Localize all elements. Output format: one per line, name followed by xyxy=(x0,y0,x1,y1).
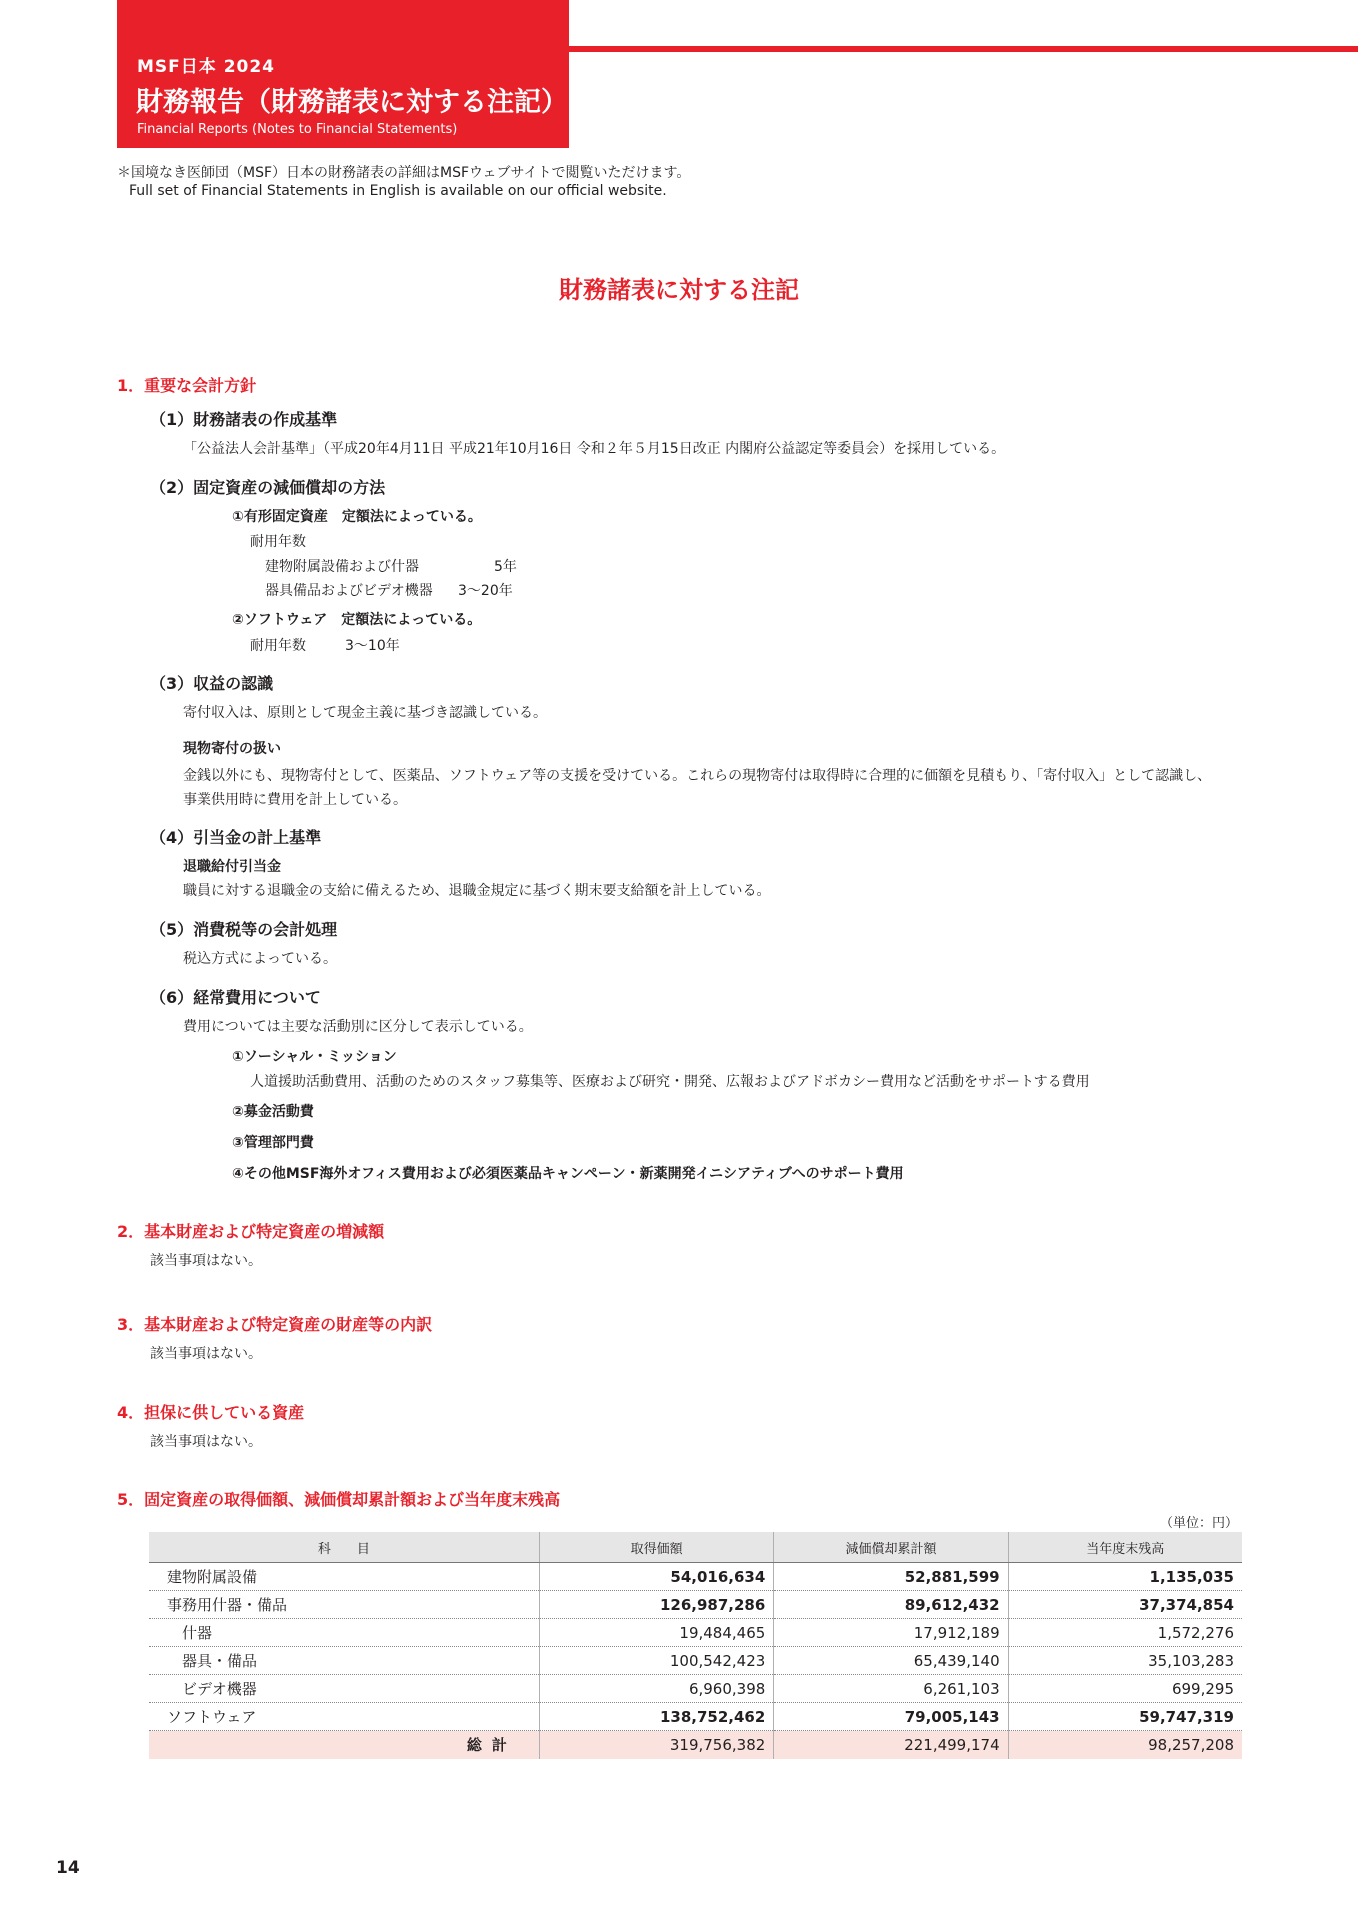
policy-3-heading: （3）収益の認識 xyxy=(150,674,274,693)
useful-life-row-value: 5年 xyxy=(494,559,517,575)
table-row xyxy=(149,1591,1242,1619)
acquisition-cost-cell: 138,752,462 xyxy=(539,1703,773,1731)
useful-life-row-label: 建物附属設備および什器 xyxy=(265,559,419,575)
policy-5-text: 税込方式によっている。 xyxy=(183,951,337,967)
total-row xyxy=(149,1731,1242,1759)
column-header: 減価償却累計額 xyxy=(774,1532,1008,1563)
row-label: ビデオ機器 xyxy=(149,1675,539,1703)
header-rule xyxy=(569,46,1358,52)
in-kind-text-1: 金銭以外にも、現物寄付として、医薬品、ソフトウェア等の支援を受けている。これらの現物寄付は取得時に合理的に価額を見積もり、「寄付収入」として認識し、 xyxy=(183,768,1212,784)
year-end-balance-cell: 37,374,854 xyxy=(1008,1591,1242,1619)
retirement-provision-heading: 退職給付引当金 xyxy=(183,859,281,875)
total-acquisition-cost: 319,756,382 xyxy=(539,1731,773,1759)
policy-5-heading: （5）消費税等の会計処理 xyxy=(150,920,338,939)
useful-life-row-value: 3〜20年 xyxy=(458,583,513,599)
row-label: 什器 xyxy=(149,1619,539,1647)
main-title: 財務諸表に対する注記 xyxy=(559,276,799,304)
fixed-assets-table xyxy=(149,1532,1242,1759)
table-row xyxy=(149,1647,1242,1675)
policy-2-heading: （2）固定資産の減価償却の方法 xyxy=(150,478,386,497)
year-end-balance-cell: 1,572,276 xyxy=(1008,1619,1242,1647)
section-3-text: 該当事項はない。 xyxy=(150,1346,262,1362)
row-label: 器具・備品 xyxy=(149,1647,539,1675)
section-2-heading: 2．基本財産および特定資産の増減額 xyxy=(117,1222,385,1241)
row-label: 建物附属設備 xyxy=(149,1563,539,1591)
year-end-balance-cell: 699,295 xyxy=(1008,1675,1242,1703)
accumulated-depreciation-cell: 65,439,140 xyxy=(774,1647,1008,1675)
policy-3-text: 寄付収入は、原則として現金主義に基づき認識している。 xyxy=(183,705,547,721)
year-end-balance-cell: 1,135,035 xyxy=(1008,1563,1242,1591)
column-header: 取得価額 xyxy=(539,1532,773,1563)
website-note-en: Full set of Financial Statements in English is available on our official website. xyxy=(129,183,667,199)
table-row xyxy=(149,1703,1242,1731)
year-end-balance-cell: 59,747,319 xyxy=(1008,1703,1242,1731)
table-header-row xyxy=(149,1532,1242,1563)
tangible-useful-life-label: 耐用年数 xyxy=(250,534,306,550)
acquisition-cost-cell: 54,016,634 xyxy=(539,1563,773,1591)
column-header: 科 目 xyxy=(149,1532,539,1563)
unit-label: （単位：円） xyxy=(1160,1516,1239,1531)
useful-life-row-label: 器具備品およびビデオ機器 xyxy=(265,583,433,599)
software-useful-life-label: 耐用年数 xyxy=(250,638,306,654)
year-end-balance-cell: 35,103,283 xyxy=(1008,1647,1242,1675)
acquisition-cost-cell: 19,484,465 xyxy=(539,1619,773,1647)
acquisition-cost-cell: 6,960,398 xyxy=(539,1675,773,1703)
in-kind-text-2: 事業供用時に費用を計上している。 xyxy=(183,792,407,808)
section-4-heading: 4．担保に供している資産 xyxy=(117,1403,305,1422)
policy-1-text: 「公益法人会計基準」（平成20年4月11日 平成21年10月16日 令和２年５月15日改正 内閣府公益認定等委員会）を採用している。 xyxy=(183,441,1006,457)
total-label: 総計 xyxy=(149,1731,539,1759)
policy-6-text: 費用については主要な活動別に区分して表示している。 xyxy=(183,1019,533,1035)
report-subtitle: Financial Reports (Notes to Financial Statements) xyxy=(137,122,458,137)
policy-4-text: 職員に対する退職金の支給に備えるため、退職金規定に基づく期末要支給額を計上している。 xyxy=(183,883,771,899)
website-note-jp: ＊国境なき医師団（MSF）日本の財務諸表の詳細はMSFウェブサイトで閲覧いただけます。 xyxy=(117,165,691,181)
accumulated-depreciation-cell: 6,261,103 xyxy=(774,1675,1008,1703)
column-header: 当年度末残高 xyxy=(1008,1532,1242,1563)
table-row xyxy=(149,1563,1242,1591)
report-title: 財務報告（財務諸表に対する注記） xyxy=(136,87,568,118)
social-mission-description: 人道援助活動費用、活動のためのスタッフ募集等、医療および研究・開発、広報およびアドボカシー費用など活動をサポートする費用 xyxy=(250,1074,1090,1090)
table-row xyxy=(149,1619,1242,1647)
expense-category-item: ②募金活動費 xyxy=(232,1104,314,1120)
section-1-heading: 1．重要な会計方針 xyxy=(117,376,257,395)
expense-category-item: ①ソーシャル・ミッション xyxy=(232,1049,397,1065)
section-2-text: 該当事項はない。 xyxy=(150,1253,262,1269)
accumulated-depreciation-cell: 89,612,432 xyxy=(774,1591,1008,1619)
accumulated-depreciation-cell: 52,881,599 xyxy=(774,1563,1008,1591)
total-year-end-balance: 98,257,208 xyxy=(1008,1731,1242,1759)
row-label: ソフトウェア xyxy=(149,1703,539,1731)
brand-label: MSF日本 2024 xyxy=(137,57,276,77)
total-accumulated-depreciation: 221,499,174 xyxy=(774,1731,1008,1759)
expense-category-item: ④その他MSF海外オフィス費用および必須医薬品キャンペーン・新薬開発イニシアティブへのサポート費用 xyxy=(232,1166,904,1182)
policy-4-heading: （4）引当金の計上基準 xyxy=(150,828,322,847)
expense-category-item: ③管理部門費 xyxy=(232,1135,314,1151)
software-method: ②ソフトウェア 定額法によっている。 xyxy=(232,612,482,628)
section-4-text: 該当事項はない。 xyxy=(150,1434,262,1450)
section-3-heading: 3．基本財産および特定資産の財産等の内訳 xyxy=(117,1315,433,1334)
section-5-heading: 5．固定資産の取得価額、減価償却累計額および当年度末残高 xyxy=(117,1490,561,1509)
in-kind-heading: 現物寄付の扱い xyxy=(183,741,281,757)
acquisition-cost-cell: 126,987,286 xyxy=(539,1591,773,1619)
table-row xyxy=(149,1675,1242,1703)
policy-6-heading: （6）経常費用について xyxy=(150,988,321,1007)
row-label: 事務用什器・備品 xyxy=(149,1591,539,1619)
page-number: 14 xyxy=(56,1858,80,1878)
policy-1-heading: （1）財務諸表の作成基準 xyxy=(150,410,338,429)
accumulated-depreciation-cell: 79,005,143 xyxy=(774,1703,1008,1731)
accumulated-depreciation-cell: 17,912,189 xyxy=(774,1619,1008,1647)
tangible-assets-method: ①有形固定資産 定額法によっている。 xyxy=(232,509,482,525)
report-header xyxy=(117,0,569,148)
software-useful-life-value: 3〜10年 xyxy=(345,638,400,654)
acquisition-cost-cell: 100,542,423 xyxy=(539,1647,773,1675)
